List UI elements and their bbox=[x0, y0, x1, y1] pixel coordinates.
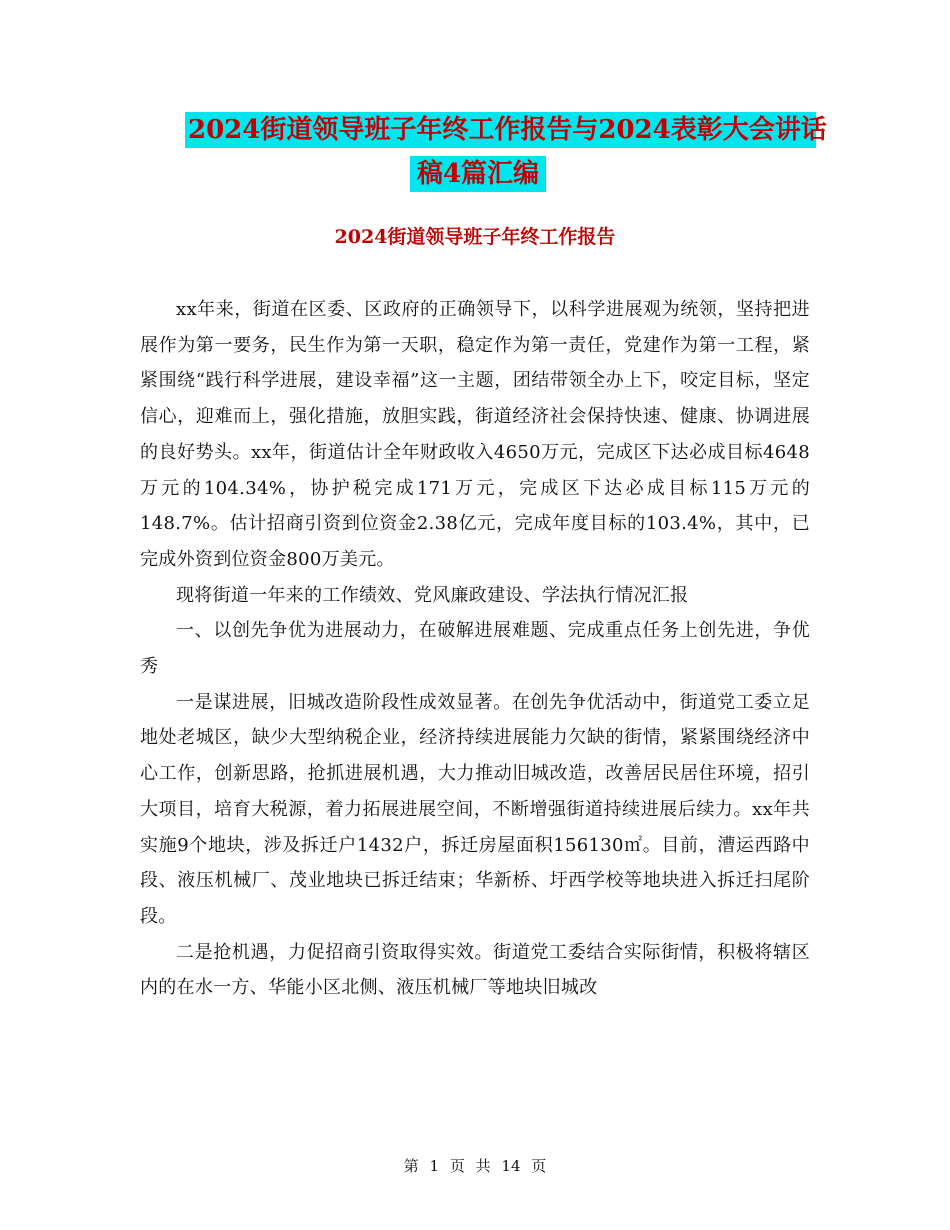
footer-page-label: 第 bbox=[403, 1157, 419, 1175]
paragraph: 二是抢机遇，力促招商引资取得实效。街道党工委结合实际街情，积极将辖区内的在水一方、华能小区北侧、液压机械厂等地块旧城改 bbox=[140, 941, 810, 999]
paragraph: 一、以创先争优为进展动力，在破解进展难题、完成重点任务上创先进，争优秀 bbox=[140, 620, 810, 678]
page-footer bbox=[0, 1155, 950, 1176]
paragraph: xx年来，街道在区委、区政府的正确领导下，以科学进展观为统领，坚持把进展作为第一要务，民生作为第一天职，稳定作为第一责任，党建作为第一工程，紧紧围绕“践行科学进展，建设幸福”这一主题，团结带领全办上下，咬定目标，坚定信心，迎难而上，强化措施，放胆实践，街道经济社会保持快速、健康、协调进展的良好势头。xx年，街道估计全年财政收入4650万元，完成区下达必成目标4648万元的104.34%，协护税完成171万元，完成区下达必成目标115万元的148.7%。估计招商引资到位资金2.38亿元，完成年度目标的103.4%，其中，已完成外资到位资金800万美元。 bbox=[140, 299, 810, 570]
title-line-1: 2024街道领导班子年终工作报告与2024表彰大会讲话 bbox=[185, 112, 816, 148]
footer-page-total: 14 bbox=[501, 1157, 521, 1175]
paragraph: 一是谋进展，旧城改造阶段性成效显著。在创先争优活动中，街道党工委立足地处老城区，缺少大型纳税企业，经济持续进展能力欠缺的街情，紧紧围绕经济中心工作，创新思路，抢抓进展机遇，大力推动旧城改造，改善居民居住环境，招引大项目，培育大税源，着力拓展进展空间，不断增强街道持续进展后续力。xx年共实施9个地块，涉及拆迁户1432户，拆迁房屋面积156130㎡。目前，漕运西路中段、液压机械厂、茂业地块已拆迁结束；华新桥、圩西学校等地块进入拆迁扫尾阶段。 bbox=[140, 691, 810, 927]
document-body bbox=[140, 292, 810, 1006]
footer-page-current: 1 bbox=[429, 1157, 440, 1175]
section-title: 2024街道领导班子年终工作报告 bbox=[334, 226, 616, 248]
footer-total-label: 共 bbox=[475, 1157, 491, 1175]
title-line-2: 稿4篇汇编 bbox=[410, 156, 546, 192]
footer-total-unit: 页 bbox=[531, 1157, 547, 1175]
paragraph: 现将街道一年来的工作绩效、党风廉政建设、学法执行情况汇报 bbox=[176, 584, 689, 606]
footer-page-unit: 页 bbox=[449, 1157, 465, 1175]
